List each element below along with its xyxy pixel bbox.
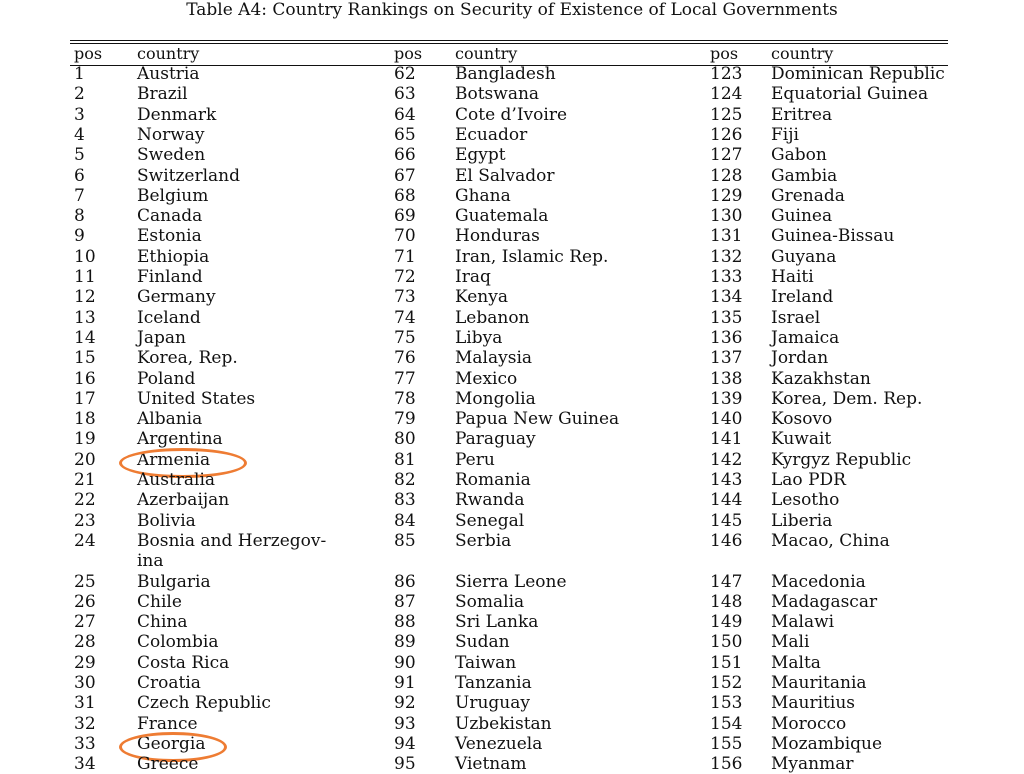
country-name: Iran, Islamic Rep. [455,246,609,267]
country-name: Mozambique [771,733,883,754]
rank-pos: 6 [74,165,85,186]
country-name: Korea, Dem. Rep. [771,388,923,409]
country-name: France [137,713,198,734]
country-name: Canada [137,206,203,227]
country-name: Korea, Rep. [137,348,238,369]
country-name: Costa Rica [137,652,230,673]
rank-pos: 68 [394,185,416,206]
rank-pos: 129 [710,185,743,206]
country-name: Guatemala [455,206,549,227]
rank-pos: 81 [394,449,416,470]
rank-pos: 80 [394,429,416,450]
rank-pos: 3 [74,104,85,125]
rank-pos: 7 [74,185,85,206]
country-name: Liberia [771,510,833,531]
rank-pos: 75 [394,327,416,348]
column-header-country: country [455,44,518,63]
country-name: Switzerland [137,165,241,186]
country-name: Cote d’Ivoire [455,104,568,125]
country-name: Lao PDR [771,470,846,490]
rank-pos: 69 [394,206,416,227]
column-header-pos: pos [394,44,423,63]
country-name-continuation: ina [137,551,164,572]
rank-pos: 140 [710,409,743,430]
country-name: Poland [137,368,196,389]
rank-pos: 63 [394,84,416,105]
rank-pos: 127 [710,145,743,166]
country-name: Argentina [137,429,223,450]
rank-pos: 156 [710,754,743,774]
country-name: United States [137,388,256,409]
country-name: Armenia [137,449,211,470]
rank-pos: 13 [74,307,96,328]
country-name: Ghana [455,185,511,206]
rank-pos: 71 [394,246,416,267]
rank-pos: 151 [710,652,743,673]
rank-pos: 125 [710,104,743,125]
country-name: Mauritius [771,693,855,714]
country-name: Botswana [455,84,540,105]
country-name: Bosnia and Herzegov- [137,530,327,551]
country-name: Albania [137,409,203,430]
rank-pos: 133 [710,267,743,287]
rank-pos: 154 [710,713,743,734]
country-name: Kosovo [771,409,833,430]
country-name: Sudan [455,632,510,653]
country-name: Guyana [771,246,837,267]
rank-pos: 5 [74,145,85,166]
country-name: Kuwait [771,429,832,450]
rank-pos: 148 [710,591,743,612]
rank-pos: 15 [74,348,96,369]
country-name: Mexico [455,368,518,389]
rank-pos: 135 [710,307,743,328]
country-name: Czech Republic [137,693,271,714]
rank-pos: 130 [710,206,743,227]
rank-pos: 137 [710,348,743,369]
country-name: Malawi [771,612,835,633]
rank-pos: 77 [394,368,416,389]
rank-pos: 74 [394,307,416,328]
country-name: Paraguay [455,429,536,450]
country-name: Bolivia [137,510,196,531]
country-name: Mauritania [771,673,867,693]
rank-pos: 82 [394,470,416,490]
country-name: Gabon [771,145,827,166]
country-name: Sierra Leone [455,571,567,592]
rank-pos: 146 [710,530,743,551]
rank-pos: 79 [394,409,416,430]
rank-pos: 34 [74,754,96,774]
country-name: Norway [137,124,205,145]
rank-pos: 83 [394,490,416,511]
country-name: Kazakhstan [771,368,871,389]
rank-pos: 19 [74,429,96,450]
country-name: Mongolia [455,388,536,409]
rank-pos: 78 [394,388,416,409]
rank-pos: 143 [710,470,743,490]
country-name: Macedonia [771,571,866,592]
rank-pos: 18 [74,409,96,430]
rank-pos: 22 [74,490,96,511]
rank-pos: 155 [710,733,743,754]
country-name: El Salvador [455,165,555,186]
country-name: Chile [137,591,182,612]
rank-pos: 28 [74,632,96,653]
country-name: Uruguay [455,693,530,714]
rank-pos: 72 [394,267,416,287]
country-name: Jordan [771,348,829,369]
country-name: Guinea [771,206,833,227]
rank-pos: 17 [74,388,96,409]
top-rule [70,40,948,41]
rank-pos: 152 [710,673,743,693]
country-name: Malaysia [455,348,533,369]
rank-pos: 147 [710,571,743,592]
rank-pos: 31 [74,693,96,714]
country-name: Kyrgyz Republic [771,449,912,470]
country-name: Jamaica [771,327,840,348]
rank-pos: 73 [394,287,416,308]
country-name: Libya [455,327,503,348]
country-name: Lebanon [455,307,530,328]
country-name: Senegal [455,510,525,531]
country-name: Bangladesh [455,64,556,84]
rank-pos: 128 [710,165,743,186]
country-name: Denmark [137,104,217,125]
rank-pos: 26 [74,591,96,612]
country-name: Uzbekistan [455,713,552,734]
rank-pos: 4 [74,124,85,145]
column-header-pos: pos [710,44,739,63]
country-name: Myanmar [771,754,854,774]
rank-pos: 21 [74,470,96,490]
country-name: Sweden [137,145,206,166]
country-name: Japan [137,327,186,348]
country-name: Fiji [771,124,799,145]
column-header-country: country [137,44,200,63]
country-name: Grenada [771,185,845,206]
rank-pos: 25 [74,571,96,592]
rank-pos: 66 [394,145,416,166]
rank-pos: 70 [394,226,416,247]
rank-pos: 141 [710,429,743,450]
country-name: Brazil [137,84,188,105]
country-name: Dominican Republic [771,64,945,84]
country-name: Finland [137,267,203,287]
rank-pos: 139 [710,388,743,409]
rank-pos: 131 [710,226,743,247]
country-name: Vietnam [455,754,527,774]
rank-pos: 95 [394,754,416,774]
rank-pos: 136 [710,327,743,348]
rank-pos: 67 [394,165,416,186]
rank-pos: 149 [710,612,743,633]
country-name: Colombia [137,632,219,653]
rank-pos: 2 [74,84,85,105]
country-name: Egypt [455,145,506,166]
rank-pos: 86 [394,571,416,592]
rank-pos: 124 [710,84,743,105]
country-name: Somalia [455,591,525,612]
rank-pos: 89 [394,632,416,653]
rank-pos: 14 [74,327,96,348]
country-name: Peru [455,449,495,470]
rank-pos: 64 [394,104,416,125]
country-name: Tanzania [455,673,532,693]
country-name: Gambia [771,165,838,186]
country-name: China [137,612,188,633]
country-name: Guinea-Bissau [771,226,895,247]
country-name: Madagascar [771,591,878,612]
table-caption: Table A4: Country Rankings on Security of Existence of Local Governments [186,0,838,20]
country-name: Bulgaria [137,571,211,592]
rank-pos: 91 [394,673,416,693]
country-name: Papua New Guinea [455,409,620,430]
rank-pos: 144 [710,490,743,511]
column-header-country: country [771,44,834,63]
rank-pos: 134 [710,287,743,308]
country-name: Romania [455,470,531,490]
country-name: Ecuador [455,124,528,145]
country-name: Haiti [771,267,814,287]
rank-pos: 138 [710,368,743,389]
rank-pos: 132 [710,246,743,267]
rank-pos: 94 [394,733,416,754]
country-name: Iceland [137,307,201,328]
country-name: Malta [771,652,821,673]
country-name: Rwanda [455,490,525,511]
rank-pos: 92 [394,693,416,714]
rank-pos: 123 [710,64,743,84]
rank-pos: 126 [710,124,743,145]
country-name: Belgium [137,185,209,206]
rank-pos: 153 [710,693,743,714]
country-name: Greece [137,754,199,774]
rank-pos: 76 [394,348,416,369]
rank-pos: 145 [710,510,743,531]
country-name: Mali [771,632,810,653]
rank-pos: 84 [394,510,416,531]
rank-pos: 27 [74,612,96,633]
rank-pos: 85 [394,530,416,551]
country-name: Morocco [771,713,847,734]
rank-pos: 88 [394,612,416,633]
country-name: Kenya [455,287,508,308]
country-name: Estonia [137,226,202,247]
country-name: Georgia [137,733,206,754]
rank-pos: 9 [74,226,85,247]
country-name: Croatia [137,673,201,693]
country-name: Australia [137,470,216,490]
rank-pos: 30 [74,673,96,693]
country-name: Venezuela [455,733,543,754]
country-name: Israel [771,307,821,328]
country-name: Equatorial Guinea [771,84,929,105]
rank-pos: 150 [710,632,743,653]
country-name: Azerbaijan [137,490,230,511]
rank-pos: 10 [74,246,96,267]
rank-pos: 16 [74,368,96,389]
rank-pos: 8 [74,206,85,227]
rank-pos: 32 [74,713,96,734]
rank-pos: 12 [74,287,96,308]
rank-pos: 29 [74,652,96,673]
rank-pos: 1 [74,64,85,84]
country-name: Macao, China [771,530,890,551]
country-name: Honduras [455,226,540,247]
rank-pos: 20 [74,449,96,470]
country-name: Ethiopia [137,246,210,267]
country-name: Ireland [771,287,834,308]
rank-pos: 87 [394,591,416,612]
column-header-pos: pos [74,44,103,63]
rank-pos: 23 [74,510,96,531]
country-name: Iraq [455,267,491,287]
country-name: Austria [137,64,200,84]
rank-pos: 24 [74,530,96,551]
country-name: Eritrea [771,104,833,125]
country-name: Serbia [455,530,512,551]
country-name: Germany [137,287,216,308]
rank-pos: 90 [394,652,416,673]
country-name: Taiwan [455,652,517,673]
rank-pos: 93 [394,713,416,734]
rank-pos: 62 [394,64,416,84]
country-name: Sri Lanka [455,612,539,633]
rank-pos: 11 [74,267,96,287]
country-name: Lesotho [771,490,840,511]
rank-pos: 33 [74,733,96,754]
rank-pos: 65 [394,124,416,145]
rank-pos: 142 [710,449,743,470]
